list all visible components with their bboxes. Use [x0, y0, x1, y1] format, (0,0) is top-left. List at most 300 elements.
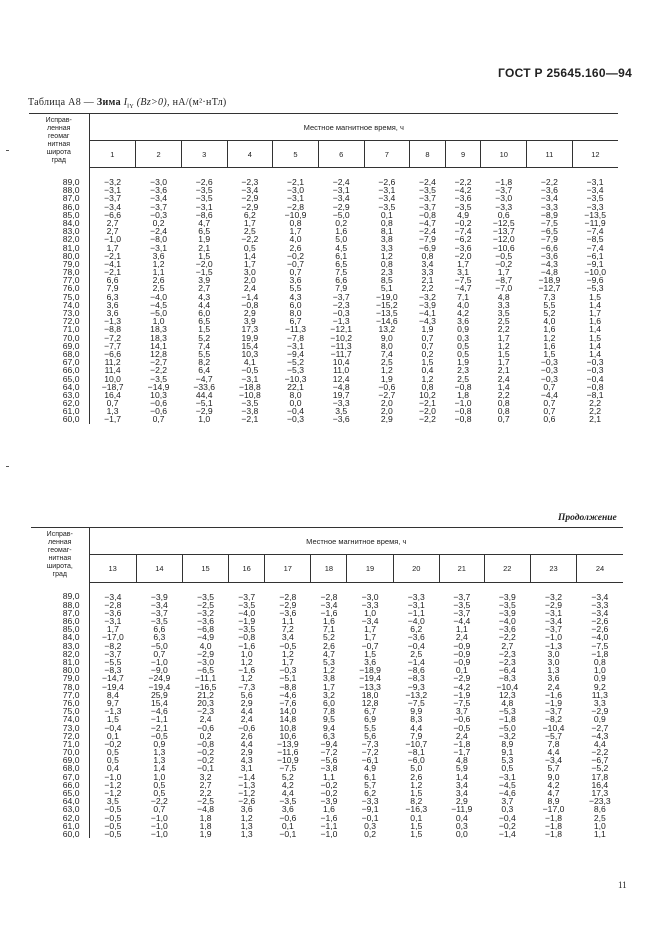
value-cell: −13,9	[276, 738, 299, 749]
value-cell: −8,5	[586, 234, 604, 245]
value-cell: 1,9	[457, 357, 470, 368]
value-cell: −3,4	[545, 755, 562, 766]
value-cell: −12,1	[330, 324, 353, 335]
value-cell: 4,4	[547, 747, 560, 758]
value-cell: 7,2	[281, 624, 294, 635]
value-cell: −10,4	[496, 681, 519, 692]
value-cell: −4,8	[332, 381, 350, 392]
value-cell: −5,3	[287, 365, 304, 376]
value-cell: 8,2	[198, 357, 211, 368]
value-cell: −18,9	[538, 275, 561, 286]
value-cell: 4,0	[289, 234, 302, 245]
value-cell: 8,0	[289, 389, 302, 400]
value-cell: −2,9	[332, 201, 350, 212]
value-cell: −7,5	[453, 697, 471, 708]
value-cell: 0,7	[497, 414, 510, 425]
value-cell: 1,2	[543, 332, 556, 343]
value-cell: −3,4	[332, 193, 350, 204]
latitude-cell: 83,0	[29, 227, 89, 235]
value-cell: 0,2	[152, 217, 165, 228]
latitude-cell: 68,0	[31, 764, 89, 772]
value-cell: −3,9	[418, 299, 436, 310]
value-cell: 4,8	[455, 755, 468, 766]
value-cell: −0,6	[150, 398, 168, 409]
value-cell: 6,5	[198, 316, 211, 327]
value-cell: −3,7	[150, 607, 168, 618]
value-cell: −1,6	[545, 689, 562, 700]
value-cell: −3,5	[238, 599, 256, 610]
value-cell: 4,3	[289, 291, 302, 302]
value-cell: −3,2	[545, 591, 562, 602]
value-cell: 10,2	[419, 389, 436, 400]
value-cell: −3,4	[378, 193, 396, 204]
value-cell: 3,6	[106, 308, 119, 318]
value-cell: −3,3	[495, 201, 513, 212]
value-cell: −10,9	[276, 755, 299, 766]
value-cell: −0,2	[320, 788, 338, 798]
value-cell: −2,0	[195, 258, 213, 269]
latitude-cell: 64,0	[29, 383, 89, 391]
value-cell: 1,5	[410, 820, 423, 831]
value-cell: −7,3	[361, 738, 379, 749]
value-cell: 6,0	[322, 697, 335, 708]
value-cell: −6,1	[586, 250, 604, 261]
value-cell: 1,7	[281, 657, 294, 667]
table-row	[29, 168, 618, 187]
value-cell: 0,1	[455, 665, 468, 676]
value-cell: −7,9	[540, 234, 558, 245]
latitude-cell: 61,0	[29, 407, 89, 415]
value-cell: −1,8	[545, 820, 562, 831]
caption-title: Зима	[96, 97, 121, 108]
value-cell: −4,6	[279, 689, 297, 700]
value-cell: −5,2	[287, 357, 304, 368]
value-cell: 3,1	[240, 763, 253, 774]
value-cell: 3,3	[497, 299, 510, 310]
value-cell: 9,0	[380, 332, 393, 343]
value-cell: −1,2	[104, 788, 122, 798]
value-cell: −0,2	[454, 217, 472, 228]
value-cell: −0,3	[287, 414, 304, 425]
value-cell: −4,3	[591, 730, 609, 741]
value-cell: −3,4	[545, 616, 562, 627]
value-cell: 4,7	[322, 648, 335, 659]
value-cell: 2,7	[501, 640, 514, 651]
value-cell: −4,3	[540, 258, 558, 269]
value-cell: 2,4	[455, 730, 468, 741]
value-cell: −3,5	[418, 185, 436, 196]
value-cell: −3,5	[150, 373, 168, 384]
value-cell: −3,4	[150, 599, 168, 610]
value-cell: 0,3	[501, 804, 514, 815]
latitude-cell: 77,0	[29, 276, 89, 284]
value-cell: 3,4	[421, 258, 434, 269]
value-cell: −5,0	[150, 640, 168, 651]
value-cell: −7,2	[104, 332, 122, 343]
value-cell: 12,3	[498, 689, 516, 700]
value-cell: −10,3	[284, 373, 307, 384]
value-cell: 1,2	[240, 657, 253, 667]
value-cell: −2,9	[241, 193, 259, 204]
margin-mark	[6, 466, 9, 467]
value-cell: −0,3	[332, 308, 350, 318]
value-cell: −8,3	[104, 665, 122, 676]
latitude-cell: 85,0	[29, 211, 89, 219]
value-cell: 7,5	[335, 267, 348, 278]
value-cell: −1,4	[241, 291, 259, 302]
value-cell: 3,7	[455, 706, 468, 717]
value-cell: −2,4	[418, 226, 436, 237]
latitude-cell: 65,0	[29, 375, 89, 383]
value-cell: −2,8	[287, 201, 304, 212]
value-cell: 7,1	[322, 624, 335, 635]
value-cell: 0,5	[153, 788, 166, 798]
value-cell: 1,4	[589, 340, 602, 351]
table-title: Местное магнитное время, ч	[89, 528, 623, 555]
value-cell: −0,4	[407, 640, 425, 651]
value-cell: −3,4	[591, 591, 609, 602]
value-cell: 9,1	[501, 747, 514, 758]
column-header: 8	[410, 141, 446, 168]
value-cell: −3,7	[332, 291, 350, 302]
value-cell: −1,4	[238, 771, 256, 782]
value-cell: 10,4	[332, 357, 350, 368]
value-cell: −1,8	[545, 828, 562, 839]
value-cell: 3,6	[106, 299, 119, 310]
value-cell: −7,4	[454, 226, 472, 237]
value-cell: 8,1	[380, 226, 393, 237]
value-cell: 0,7	[153, 804, 166, 815]
value-cell: −12,5	[492, 217, 515, 228]
latitude-cell: 64,0	[31, 797, 89, 805]
value-cell: 3,6	[289, 275, 302, 286]
column-header: 14	[136, 555, 182, 582]
value-cell: −3,9	[320, 796, 338, 807]
value-cell: 1,1	[152, 267, 165, 278]
latitude-cell: 71,0	[31, 740, 89, 748]
value-cell: −3,5	[195, 185, 213, 196]
value-cell: −0,3	[150, 209, 168, 220]
value-cell: −0,5	[104, 820, 122, 831]
value-cell: 1,7	[364, 624, 377, 635]
value-cell: 2,5	[243, 226, 256, 237]
value-cell: 1,5	[589, 332, 602, 343]
value-cell: −3,6	[498, 624, 516, 635]
value-cell: 1,9	[199, 828, 212, 839]
column-header: 6	[318, 141, 364, 168]
value-cell: 3,2	[199, 771, 212, 782]
value-cell: 3,6	[281, 804, 294, 815]
latitude-cell: 66,0	[29, 366, 89, 374]
value-cell: −8,0	[150, 234, 168, 245]
value-cell: 11,3	[591, 689, 608, 700]
value-cell: 6,2	[410, 624, 423, 635]
value-cell: −0,1	[279, 828, 297, 839]
value-cell: 2,2	[497, 324, 510, 335]
value-cell: 3,4	[455, 788, 468, 798]
value-cell: 1,4	[153, 763, 166, 774]
value-cell: 16,4	[104, 389, 121, 400]
value-cell: 2,6	[410, 771, 423, 782]
value-cell: 2,0	[243, 275, 256, 286]
value-cell: −19,4	[359, 673, 381, 684]
value-cell: 2,1	[497, 365, 510, 376]
value-cell: 19,9	[241, 332, 259, 343]
value-cell: −2,2	[591, 747, 609, 758]
value-cell: −2,7	[591, 722, 609, 733]
value-cell: −1,3	[104, 316, 122, 327]
value-cell: −3,7	[418, 193, 436, 204]
value-cell: −0,3	[540, 373, 558, 384]
value-cell: 7,4	[380, 348, 393, 359]
value-cell: −0,3	[540, 357, 558, 368]
value-cell: −0,6	[279, 812, 297, 823]
latitude-cell: 72,0	[31, 732, 89, 740]
value-cell: −12,0	[492, 234, 515, 245]
value-cell: −2,6	[195, 177, 213, 187]
value-cell: −3,7	[418, 201, 436, 212]
value-cell: −6,4	[498, 665, 516, 676]
value-cell: −8,1	[407, 747, 425, 758]
value-cell: −3,4	[104, 591, 122, 602]
value-cell: −6,5	[197, 665, 215, 676]
latitude-cell: 74,0	[29, 301, 89, 309]
value-cell: 1,2	[410, 779, 423, 790]
value-cell: −0,5	[104, 828, 122, 839]
value-cell: −16,3	[405, 804, 428, 815]
value-cell: −6,6	[104, 348, 122, 359]
value-cell: 2,2	[589, 406, 602, 417]
value-cell: −7,6	[279, 697, 297, 708]
value-cell: 1,2	[421, 373, 434, 384]
value-cell: −7,7	[104, 340, 122, 351]
value-cell: −5,6	[320, 755, 338, 766]
value-cell: −1,9	[453, 689, 471, 700]
value-cell: −3,6	[454, 242, 472, 253]
value-cell: −0,3	[540, 365, 558, 376]
value-cell: 1,0	[152, 316, 165, 327]
value-cell: 6,3	[106, 291, 119, 302]
value-cell: −7,8	[287, 332, 304, 343]
value-cell: −12,7	[538, 283, 561, 294]
value-cell: −1,8	[591, 648, 609, 659]
value-cell: 2,2	[497, 389, 510, 400]
value-cell: −2,6	[591, 616, 609, 627]
value-cell: −3,6	[150, 185, 168, 196]
value-cell: −2,8	[320, 591, 338, 602]
value-cell: −2,1	[104, 250, 122, 261]
value-cell: −2,3	[332, 299, 350, 310]
latitude-cell: 61,0	[31, 822, 89, 830]
value-cell: 3,6	[240, 804, 253, 815]
value-cell: 18,3	[150, 324, 167, 335]
latitude-cell: 60,0	[29, 415, 89, 423]
value-cell: −2,9	[195, 406, 213, 417]
value-cell: −7,4	[586, 226, 604, 237]
value-cell: −24,9	[148, 673, 171, 684]
value-cell: 3,6	[152, 250, 165, 261]
value-cell: 1,6	[322, 616, 335, 627]
value-cell: −4,5	[498, 779, 516, 790]
value-cell: −11,6	[277, 747, 299, 758]
table-row	[29, 415, 618, 423]
value-cell: 8,0	[380, 340, 393, 351]
latitude-cell: 63,0	[29, 391, 89, 399]
value-cell: −13,2	[405, 689, 428, 700]
value-cell: 4,1	[243, 357, 256, 368]
value-cell: −18,8	[238, 381, 261, 392]
value-cell: −19,4	[148, 681, 171, 692]
value-cell: 7,3	[543, 291, 556, 302]
value-cell: 3,2	[322, 689, 335, 700]
value-cell: 8,0	[289, 308, 302, 318]
value-cell: −1,8	[495, 177, 513, 187]
value-cell: −0,8	[418, 209, 436, 220]
value-cell: 5,6	[240, 689, 253, 700]
value-cell: −5,3	[498, 706, 516, 717]
value-cell: 5,2	[281, 771, 294, 782]
value-cell: −3,6	[540, 185, 558, 196]
latitude-cell: 69,0	[31, 756, 89, 764]
column-header: 11	[527, 141, 573, 168]
value-cell: 7,9	[410, 730, 423, 741]
value-cell: −3,4	[540, 193, 558, 204]
value-cell: −4,6	[498, 788, 516, 798]
value-cell: −11,7	[330, 348, 352, 359]
value-cell: 4,0	[457, 299, 470, 310]
value-cell: −3,7	[453, 607, 471, 618]
value-cell: −6,1	[361, 755, 379, 766]
value-cell: 2,2	[199, 788, 212, 798]
value-cell: −8,6	[407, 665, 425, 676]
column-header: 20	[393, 555, 439, 582]
value-cell: 4,4	[281, 788, 294, 798]
value-cell: −3,1	[287, 340, 304, 351]
value-cell: 8,4	[106, 689, 119, 700]
value-cell: −11,3	[330, 340, 352, 351]
value-cell: 3,7	[501, 796, 514, 807]
value-cell: −4,0	[591, 632, 609, 643]
value-cell: −6,6	[104, 209, 122, 220]
latitude-cell: 75,0	[29, 293, 89, 301]
value-cell: 0,4	[421, 365, 434, 376]
column-header: 19	[347, 555, 393, 582]
value-cell: 0,0	[455, 828, 468, 839]
value-cell: 0,9	[593, 673, 606, 684]
value-cell: 0,7	[421, 340, 434, 351]
value-cell: −2,0	[418, 406, 436, 417]
value-cell: −14,6	[375, 316, 398, 327]
value-cell: 2,4	[497, 373, 510, 384]
value-cell: −3,5	[195, 193, 213, 204]
value-cell: 1,0	[198, 414, 211, 425]
value-cell: −0,4	[104, 722, 122, 733]
value-cell: 6,0	[198, 308, 211, 318]
latitude-cell: 89,0	[31, 582, 89, 601]
latitude-cell: 88,0	[29, 186, 89, 194]
value-cell: 0,7	[421, 332, 434, 343]
value-cell: 5,9	[455, 763, 468, 774]
value-cell: 2,4	[199, 714, 212, 725]
latitude-cell: 84,0	[29, 219, 89, 227]
value-cell: −4,1	[418, 308, 436, 318]
value-cell: 9,5	[322, 714, 335, 725]
value-cell: −3,7	[104, 648, 122, 659]
value-cell: −1,7	[104, 414, 122, 425]
value-cell: 0,7	[543, 381, 556, 392]
value-cell: 0,1	[380, 209, 393, 220]
value-cell: −1,0	[104, 234, 122, 245]
value-cell: 4,3	[240, 755, 253, 766]
value-cell: 1,7	[457, 258, 470, 269]
value-cell: −5,0	[498, 722, 516, 733]
value-cell: 1,5	[198, 250, 211, 261]
value-cell: 0,5	[457, 348, 470, 359]
value-cell: 2,1	[198, 242, 211, 253]
value-cell: −3,3	[407, 591, 425, 602]
margin-mark	[6, 150, 9, 151]
value-cell: −4,2	[454, 185, 472, 196]
value-cell: 1,7	[106, 624, 119, 635]
value-cell: −2,1	[104, 267, 122, 278]
value-cell: 6,1	[335, 250, 348, 261]
value-cell: −11,1	[195, 673, 217, 684]
value-cell: 4,4	[410, 722, 423, 733]
value-cell: 8,6	[593, 804, 606, 815]
value-cell: −4,4	[540, 389, 558, 400]
latitude-cell: 73,0	[29, 309, 89, 317]
table-body	[31, 582, 623, 838]
value-cell: −2,9	[545, 599, 562, 610]
value-cell: 1,6	[322, 804, 335, 815]
latitude-cell: 80,0	[29, 252, 89, 260]
value-cell: −17,0	[542, 804, 565, 815]
value-cell: −4,7	[195, 373, 213, 384]
value-cell: 1,4	[455, 771, 468, 782]
value-cell: 4,8	[501, 697, 514, 708]
latitude-cell: 81,0	[29, 244, 89, 252]
value-cell: −2,9	[453, 673, 471, 684]
value-cell: −4,2	[453, 681, 471, 692]
value-cell: 2,7	[106, 217, 119, 228]
value-cell: 5,5	[364, 722, 377, 733]
value-cell: −9,1	[361, 804, 379, 815]
value-cell: −8,9	[540, 209, 558, 220]
value-cell: −5,1	[279, 673, 297, 684]
value-cell: −2,2	[540, 177, 558, 187]
value-cell: −1,4	[498, 828, 516, 839]
value-cell: 6,3	[153, 632, 166, 643]
value-cell: 1,7	[497, 332, 510, 343]
value-cell: −8,8	[104, 324, 122, 335]
latitude-cell: 71,0	[29, 325, 89, 333]
table-caption	[28, 97, 227, 110]
value-cell: 0,5	[501, 763, 514, 774]
value-cell: −2,3	[241, 177, 259, 187]
latitude-cell: 83,0	[31, 642, 89, 650]
latitude-cell: 82,0	[29, 235, 89, 243]
latitude-cell: 78,0	[31, 683, 89, 691]
value-cell: 4,2	[547, 779, 560, 790]
value-cell: −0,8	[454, 381, 472, 392]
value-cell: 16,4	[591, 779, 609, 790]
page-number: 11	[618, 880, 627, 890]
value-cell: −7,2	[320, 747, 338, 758]
column-header: 2	[136, 141, 182, 168]
value-cell: 4,0	[543, 316, 556, 327]
value-cell: 1,7	[364, 632, 377, 643]
value-cell: 0,1	[106, 730, 119, 741]
